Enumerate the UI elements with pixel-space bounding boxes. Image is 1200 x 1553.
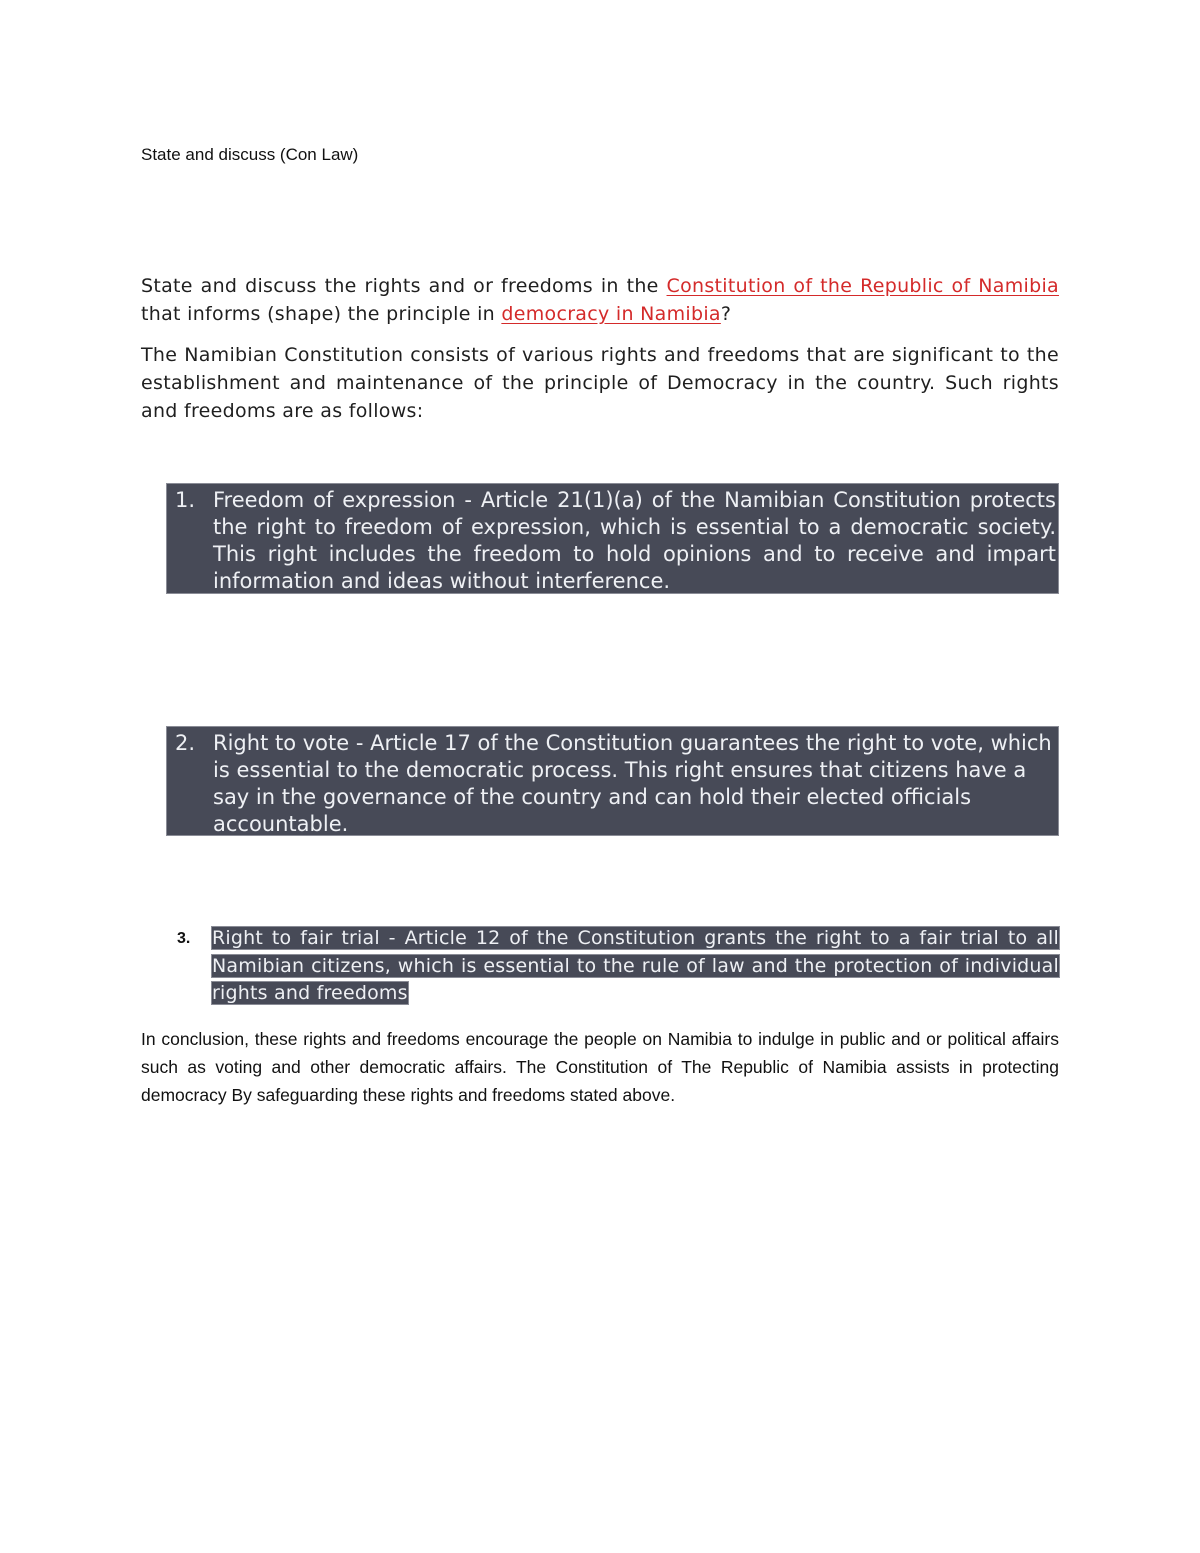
intro-paragraph: The Namibian Constitution consists of various rights and freedoms that are significant to the establishment and maintenance of the principle of Democracy in the country. Such rights and freedoms are as follows: xyxy=(141,344,1059,422)
list-item-number: 1. xyxy=(175,488,196,512)
list-item-right-to-fair-trial xyxy=(141,925,1059,1008)
constitution-link[interactable]: Constitution of the Republic of Namibia xyxy=(666,275,1059,297)
conclusion-paragraph: In conclusion, these rights and freedoms encourage the people on Namibia to indulge in public and or political affairs such as voting and other democratic affairs. The Constitution of The Republic of Namibia assists in protecting democracy By safeguarding these rights and freedoms stated above. xyxy=(141,1029,1059,1105)
list-item-text: Freedom of expression - Article 21(1)(a) of the Namibian Constitution protects the right to freedom of expression, which is essential to a democratic society. This right includes the freedom to hold opinions and to receive and impart information and ideas without interference. xyxy=(213,488,1056,593)
list-item-freedom-of-expression xyxy=(166,483,1059,594)
list-item-number: 3. xyxy=(177,930,191,947)
list-item-text-wrapper xyxy=(212,925,1059,1008)
question-paragraph xyxy=(141,272,1059,328)
question-text-1: State and discuss the rights and or freedoms in the xyxy=(141,275,667,297)
question-text-2: that informs (shape) the principle in xyxy=(141,303,502,325)
list-item-number: 2. xyxy=(175,731,196,755)
list-item-text: Right to fair trial - Article 12 of the Constitution grants the right to a fair trial to all Namibian citizens, which is essential to the rule of law and the protection of individual rights and freedoms xyxy=(212,927,1059,1004)
democracy-link[interactable]: democracy in Namibia xyxy=(501,303,721,325)
question-text-3: ? xyxy=(720,303,732,325)
list-item-right-to-vote xyxy=(166,726,1059,836)
page-title: State and discuss (Con Law) xyxy=(141,145,359,164)
list-item-text: Right to vote - Article 17 of the Constitution guarantees the right to vote, which is essential to the democratic process. This right ensures that citizens have a say in the governance of the country and can hold their elected officials accountable. xyxy=(213,731,1052,836)
